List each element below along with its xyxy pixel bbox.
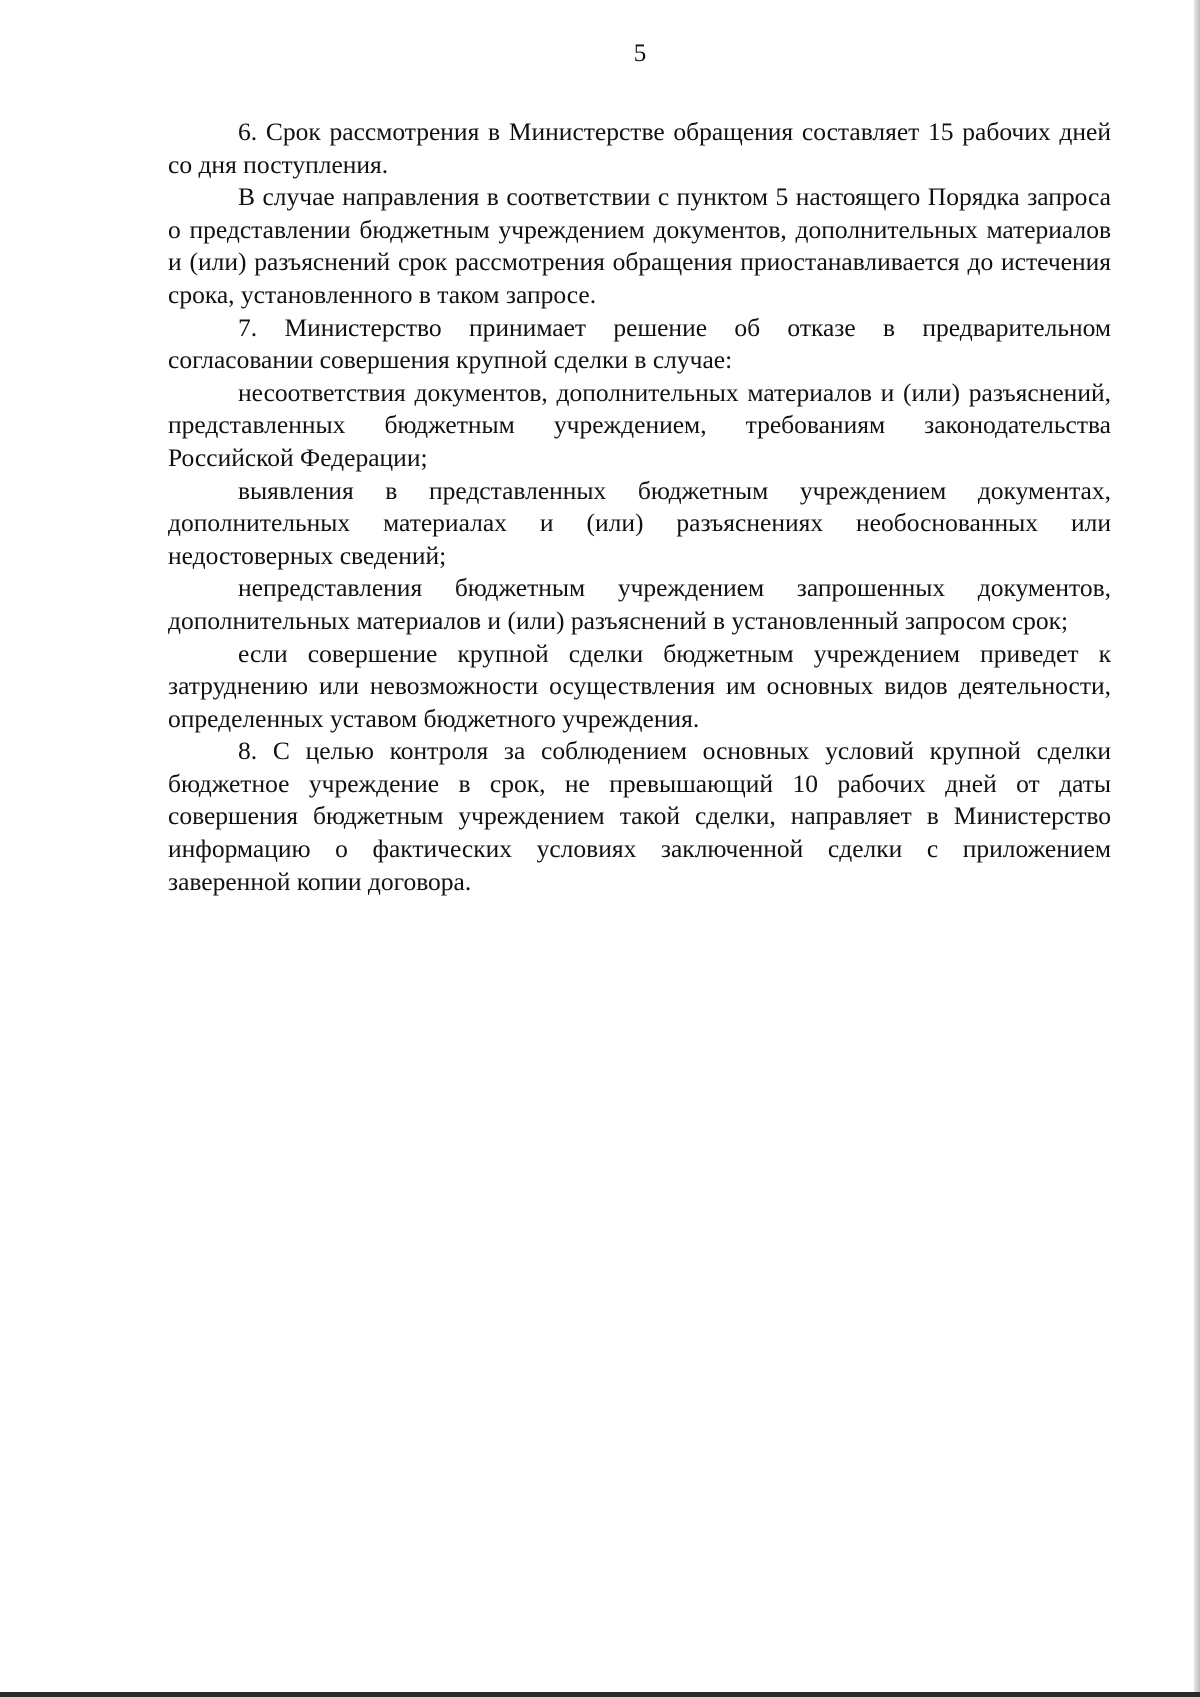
- paragraph-8: 8. С целью контроля за соблюдением основных условий крупной сделки бюджетное учреждение в срок, не превышающий 10 рабочих дней от даты совершения бюджетным учреждением такой сделки, направляет в Министерство информацию о фактических условиях заключенной сделки с приложением заверенной копии договора.: [168, 736, 1111, 896]
- paragraph-7-item-1: несоответствия документов, дополнительных материалов и (или) разъяснений, представленных бюджетным учреждением, требованиям законодательства Российской Федерации;: [168, 377, 1111, 472]
- scan-edge-right: [1194, 0, 1200, 1697]
- paragraph-7-item-4: если совершение крупной сделки бюджетным учреждением приведет к затруднению или невозможности осуществления им основных видов деятельности, определенных уставом бюджетного учреждения.: [168, 638, 1111, 733]
- paragraph-6-suspension: В случае направления в соответствии с пунктом 5 настоящего Порядка запроса о представлении бюджетным учреждением документов, дополнительных материалов и (или) разъяснений срок рассмотрения обращения приостанавливается до истечения срока, установленного в таком запросе.: [168, 182, 1111, 309]
- scan-edge-bottom: [0, 1692, 1200, 1697]
- document-body: [168, 116, 1111, 898]
- page-number: 5: [633, 40, 647, 67]
- paragraph-7: 7. Министерство принимает решение об отказе в предварительном согласовании совершения крупной сделки в случае:: [168, 312, 1111, 375]
- paragraph-7-item-3: непредставления бюджетным учреждением запрошенных документов, дополнительных материалов и (или) разъяснений в установленный запросом срок;: [168, 573, 1111, 635]
- paragraph-7-item-2: выявления в представленных бюджетным учреждением документах, дополнительных материалах и (или) разъяснениях необоснованных или недостоверных сведений;: [168, 475, 1111, 570]
- paragraph-6: 6. Срок рассмотрения в Министерстве обращения составляет 15 рабочих дней со дня поступления.: [168, 117, 1111, 179]
